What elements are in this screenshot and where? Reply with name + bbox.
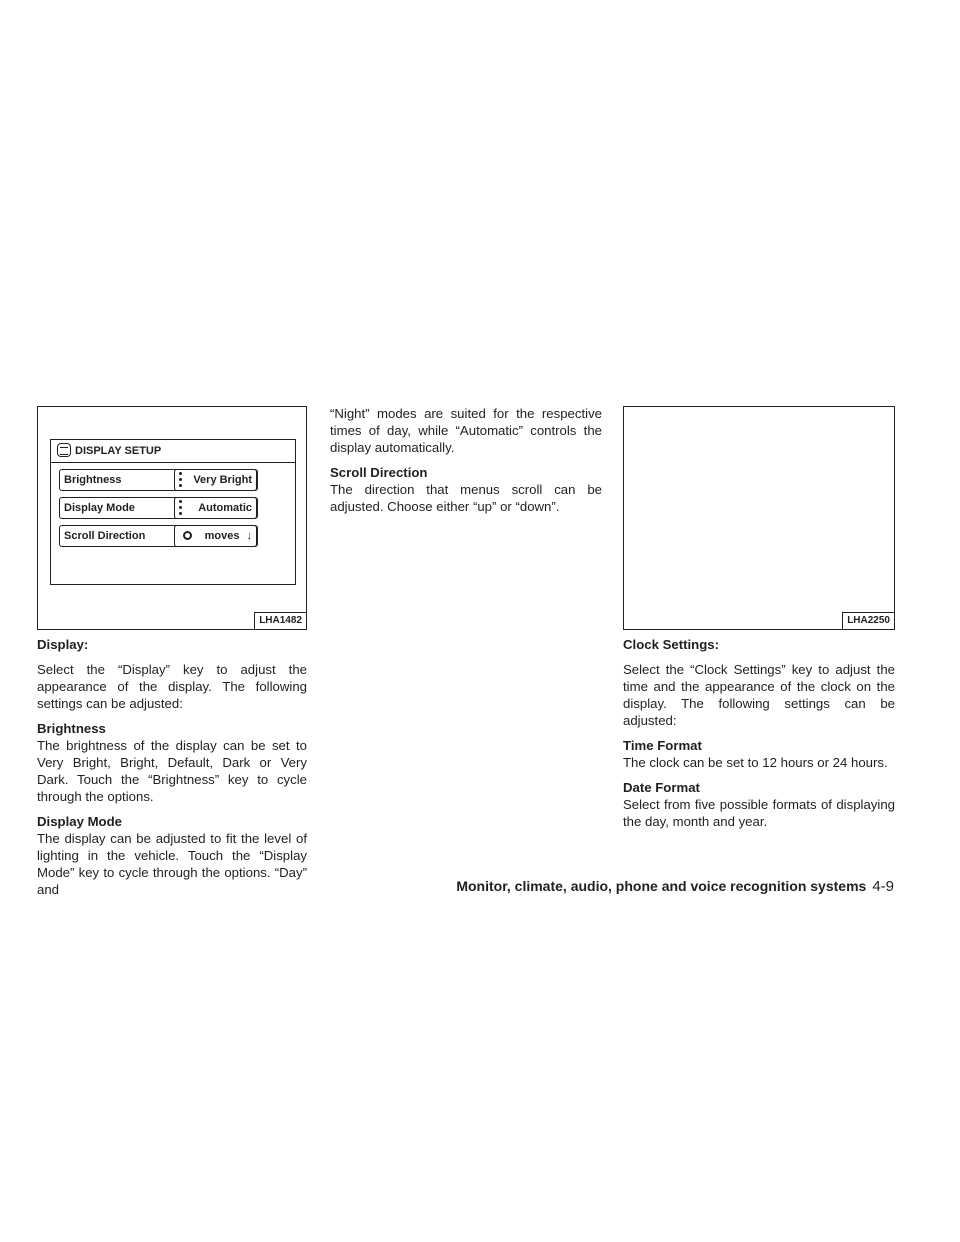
figure-display-setup <box>37 406 307 630</box>
display-heading: Display: <box>37 637 89 652</box>
brightness-key[interactable] <box>59 469 257 491</box>
brightness-heading: Brightness <box>37 721 106 736</box>
display-mode-text: The display can be adjusted to fit the level of lighting in the vehicle. Touch the “Display Mode” key to cycle through the options. “Day” and <box>37 831 307 897</box>
date-format-heading: Date Format <box>623 780 700 795</box>
scroll-direction-label: Scroll Direction <box>64 530 146 542</box>
display-mode-label: Display Mode <box>64 502 135 514</box>
column-3 <box>623 636 895 830</box>
page-footer <box>456 877 894 896</box>
date-format-text: Select from five possible formats of displaying the day, month and year. <box>623 797 895 829</box>
brightness-label: Brightness <box>64 474 122 486</box>
column-1 <box>37 636 307 898</box>
display-mode-value-box <box>174 497 258 519</box>
display-mode-value: Automatic <box>198 502 252 514</box>
figure-code: LHA1482 <box>254 612 306 629</box>
column-2 <box>330 405 602 515</box>
dots-icon <box>179 500 182 516</box>
screen-header <box>51 440 295 463</box>
scroll-direction-value-box <box>174 525 258 547</box>
page-number: 4-9 <box>872 878 894 895</box>
clock-settings-heading: Clock Settings: <box>623 637 719 652</box>
dots-icon <box>179 472 182 488</box>
time-format-text: The clock can be set to 12 hours or 24 hours. <box>623 755 888 770</box>
screen-title: DISPLAY SETUP <box>75 445 162 457</box>
brightness-value-box <box>174 469 258 491</box>
arrow-down-icon: ↓ <box>246 530 252 542</box>
scroll-dial-icon <box>183 531 192 540</box>
figure-code: LHA2250 <box>842 612 894 629</box>
display-mode-key[interactable] <box>59 497 257 519</box>
scroll-direction-value: moves <box>204 530 240 542</box>
display-mode-heading: Display Mode <box>37 814 123 829</box>
brightness-value: Very Bright <box>193 474 252 486</box>
scroll-direction-key[interactable] <box>59 525 257 547</box>
display-setup-screen <box>50 439 296 585</box>
scroll-direction-heading: Scroll Direction <box>330 465 428 480</box>
clock-settings-intro: Select the “Clock Settings” key to adjust the time and the appearance of the clock on the display. The following settings can be adjusted: <box>623 662 895 728</box>
section-title: Monitor, climate, audio, phone and voice recognition systems <box>456 878 867 894</box>
display-intro: Select the “Display” key to adjust the appearance of the display. The following settings can be adjusted: <box>37 662 307 711</box>
time-format-heading: Time Format <box>623 738 702 753</box>
scroll-direction-text: The direction that menus scroll can be adjusted. Choose either “up” or “down”. <box>330 482 602 514</box>
settings-icon <box>57 443 71 457</box>
figure-clock-settings <box>623 406 895 630</box>
display-mode-continued: “Night” modes are suited for the respective times of day, while “Automatic” controls the display automatically. <box>330 406 602 455</box>
brightness-text: The brightness of the display can be set to Very Bright, Bright, Default, Dark or Very Dark. Touch the “Brightness” key to cycle through the options. <box>37 738 307 804</box>
